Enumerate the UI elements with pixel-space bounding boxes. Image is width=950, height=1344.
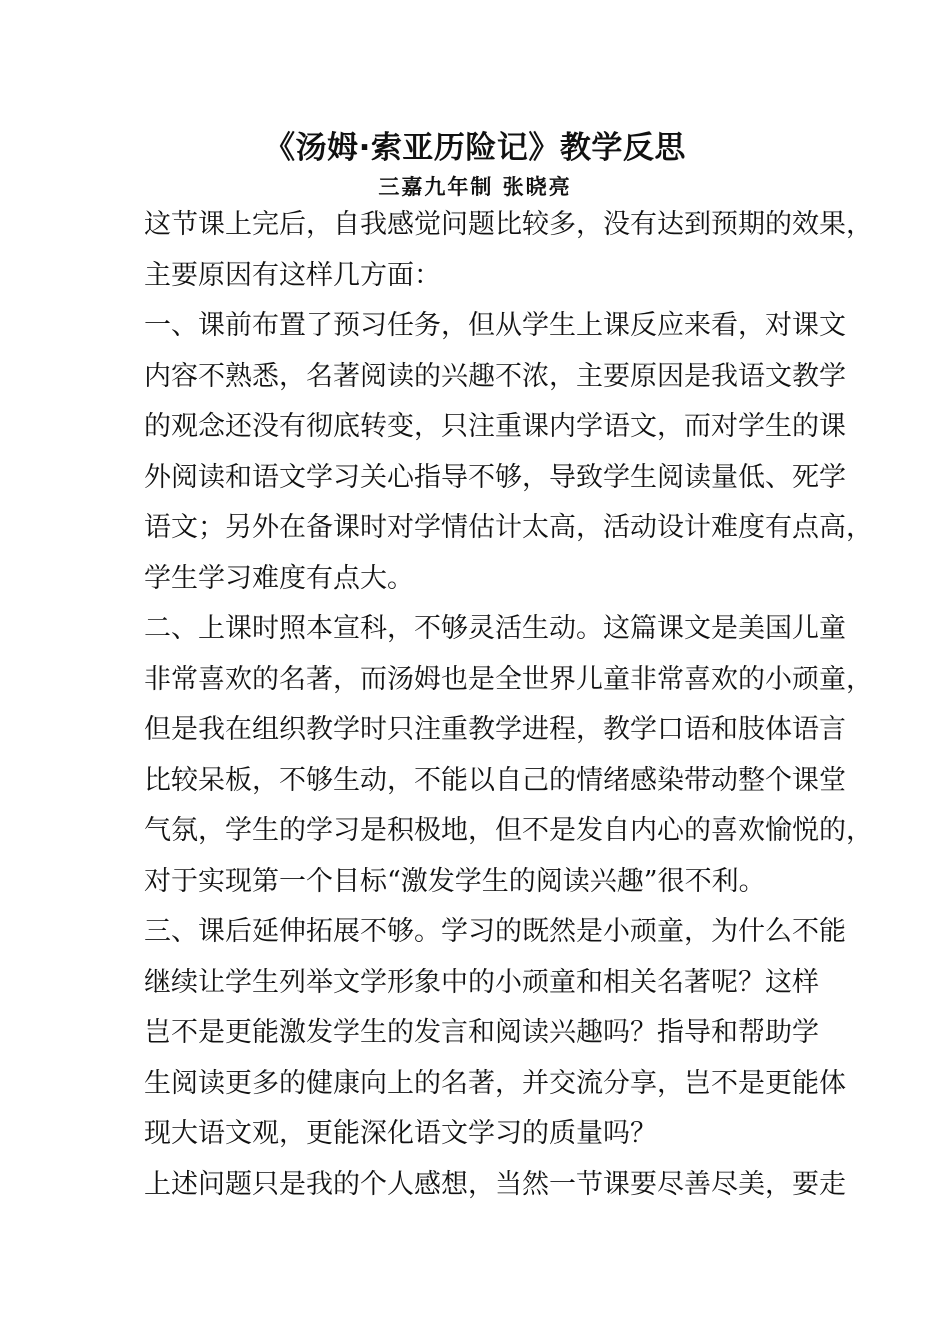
- author-line: 三嘉九年制 张晓亮: [378, 175, 572, 199]
- body-line: 语文；另外在备课时对学情估计太高，活动设计难度有点高，: [144, 512, 873, 543]
- body-line: 一、课前布置了预习任务，但从学生上课反应来看，对课文: [144, 310, 846, 341]
- body-line: 这节课上完后，自我感觉问题比较多，没有达到预期的效果，: [144, 209, 873, 240]
- body-line: 生阅读更多的健康向上的名著，并交流分享，岂不是更能体: [144, 1067, 846, 1099]
- body-line: 但是我在组织教学时只注重教学进程，教学口语和肢体语言: [144, 714, 846, 745]
- body-line: 气氛，学生的学习是积极地，但不是发自内心的喜欢愉悦的，: [144, 815, 873, 846]
- body-line: 外阅读和语文学习关心指导不够，导致学生阅读量低、死学: [144, 461, 846, 493]
- body-line: 对于实现第一个目标“激发学生的阅读兴趣”很不利。: [144, 865, 766, 897]
- body-line: 继续让学生列举文学形象中的小顽童和相关名著呢？这样: [144, 966, 819, 998]
- body-line: 比较呆板，不够生动，不能以自己的情绪感染带动整个课堂: [144, 764, 846, 796]
- body-line: 上述问题只是我的个人感想，当然一节课要尽善尽美，要走: [144, 1168, 846, 1200]
- body-line: 的观念还没有彻底转变，只注重课内学语文，而对学生的课: [144, 411, 846, 442]
- body-line: 三、课后延伸拓展不够。学习的既然是小顽童，为什么不能: [144, 916, 846, 947]
- body-line: 内容不熟悉，名著阅读的兴趣不浓，主要原因是我语文教学: [144, 360, 846, 392]
- body-line: 学生学习难度有点大。: [144, 562, 414, 594]
- body-line: 非常喜欢的名著，而汤姆也是全世界儿童非常喜欢的小顽童，: [144, 663, 873, 695]
- body-line: 二、上课时照本宣科，不够灵活生动。这篇课文是美国儿童: [144, 613, 846, 644]
- body-line: 现大语文观，更能深化语文学习的质量吗？: [144, 1118, 657, 1149]
- body-line: 岂不是更能激发学生的发言和阅读兴趣吗？指导和帮助学: [144, 1017, 819, 1048]
- body-line: 主要原因有这样几方面：: [144, 259, 441, 291]
- document-body: [144, 200, 873, 1210]
- document-title: 《汤姆·索亚历险记》教学反思: [264, 130, 686, 166]
